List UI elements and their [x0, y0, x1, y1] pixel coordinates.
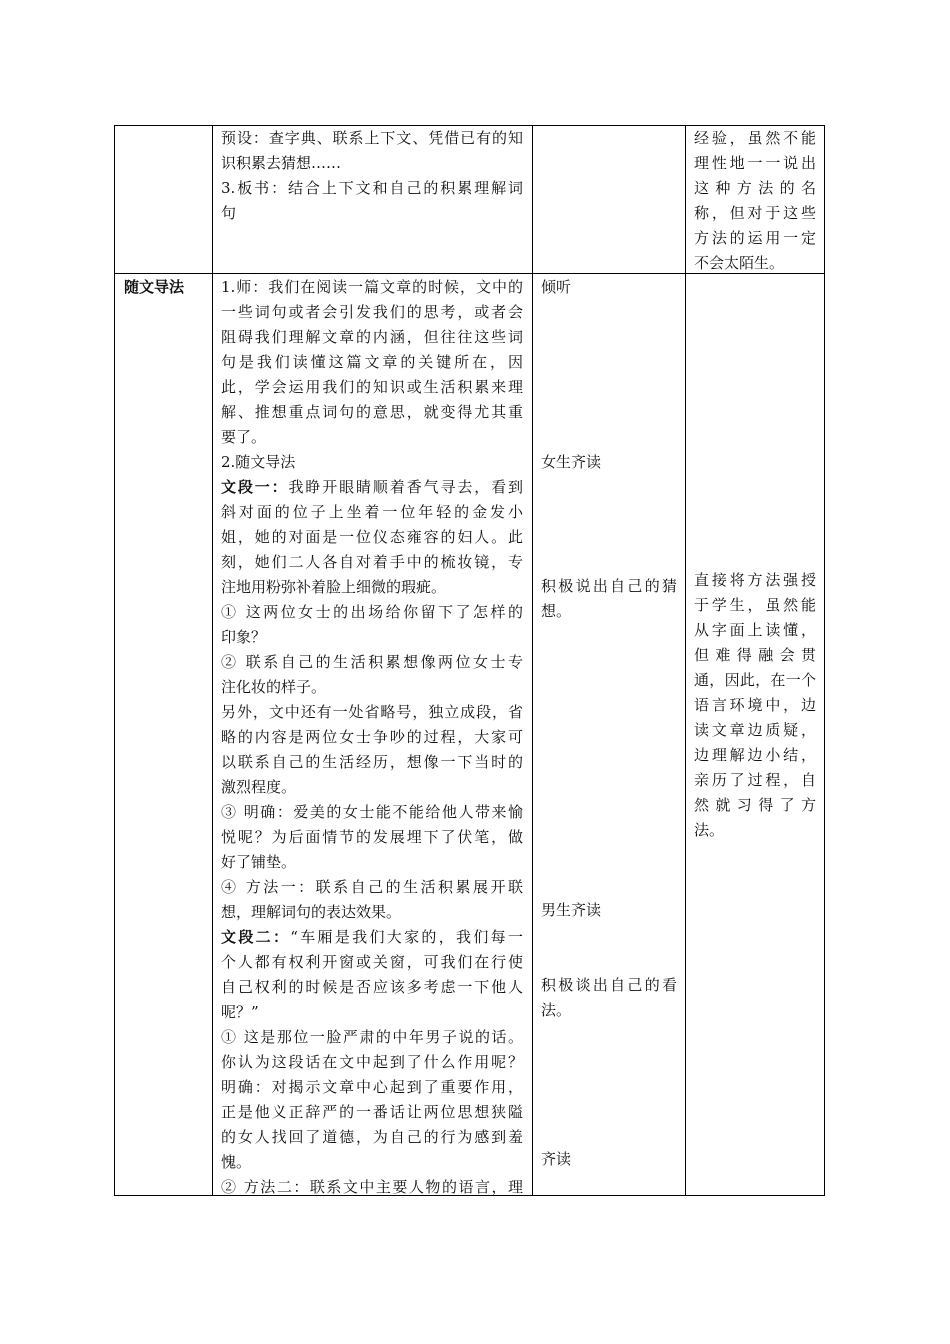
text-line: 此，学会运用我们的知识或生活积累来理 — [221, 378, 523, 396]
text-line: 2.随文导法 — [221, 453, 296, 471]
column-divider-1 — [212, 125, 213, 1195]
text-line: 阻碍我们理解文章的内涵，但往往这些词 — [221, 328, 523, 346]
text-line: ③ 明确：爱美的女士能不能给他人带来愉 — [221, 803, 523, 821]
text-line: 注地用粉弥补着脸上细微的瑕疵。 — [221, 578, 447, 596]
text-line: 以联系自己的生活经历，想像一下当时的 — [221, 753, 523, 771]
text-line: 句 — [221, 204, 237, 222]
text-line: 理性地一一说出 — [694, 154, 816, 172]
text-line: 识积累去猜想…… — [221, 154, 342, 172]
text-line: 方法的运用一定 — [694, 229, 816, 247]
row2-design-note-cell — [694, 568, 816, 843]
text-line: 积极说出自己的猜 — [541, 577, 677, 595]
text-line: 然就习得了方 — [694, 796, 816, 814]
text-line: 刻，她们二人各自对着手中的梳妆镜，专 — [221, 553, 523, 571]
text-line: 读文章边质疑， — [694, 721, 816, 739]
text-line: 直接将方法强授 — [694, 571, 816, 589]
text-line: 边理解边小结， — [694, 746, 816, 764]
row2-content-cell — [221, 275, 523, 1200]
text-line: 文段二：“车厢是我们大家的，我们每一 — [221, 928, 523, 946]
text-line: ② 联系自己的生活积累想像两位女士专 — [221, 653, 523, 671]
text-line: 一些词句或者会引发我们的思考，或者会 — [221, 303, 523, 321]
text-line: 你认为这段话在文中起到了什么作用呢？ — [221, 1053, 523, 1071]
text-line: 好了铺垫。 — [221, 853, 297, 871]
student-activity-listen: 倾听 — [541, 278, 572, 296]
text-line: 这种方法的名 — [694, 179, 816, 197]
text-line: 1.师：我们在阅读一篇文章的时候，文中的 — [221, 278, 523, 296]
column-divider-3 — [685, 125, 686, 1195]
student-activity-boys-read: 男生齐读 — [541, 901, 602, 919]
student-activity-girls-read: 女生齐读 — [541, 453, 602, 471]
text-line: 预设：查字典、联系上下文、凭借已有的知 — [221, 129, 523, 147]
text-line: 明确：对揭示文章中心起到了重要作用， — [221, 1078, 523, 1096]
row1-design-note-cell — [694, 126, 816, 276]
text-line: 通，因此，在一个 — [694, 671, 816, 689]
row1-content-cell — [221, 126, 523, 226]
text-line: 悦呢？为后面情节的发展埋下了伏笔，做 — [221, 828, 523, 846]
text-line: 称，但对于这些 — [694, 204, 816, 222]
text-line: ④ 方法一：联系自己的生活积累展开联 — [221, 878, 523, 896]
text-line: ② 方法二：联系文中主要人物的语言，理 — [221, 1178, 523, 1196]
section-label: 随文导法 — [124, 278, 185, 296]
text-line: 3.板书：结合上下文和自己的积累理解词 — [221, 179, 523, 197]
text-line: 印象？ — [221, 628, 267, 646]
text-line: 正是他义正辞严的一番话让两位思想狭隘 — [221, 1103, 523, 1121]
text-line: 激烈程度。 — [221, 778, 297, 796]
text-line: 注化妆的样子。 — [221, 678, 327, 696]
text-line: 不会太陌生。 — [694, 254, 785, 272]
text-line: 愧。 — [221, 1153, 252, 1171]
table-right-border — [824, 125, 825, 1195]
text-line: ① 这是那位一脸严肃的中年男子说的话。 — [221, 1028, 523, 1046]
text-line: 法。 — [694, 821, 725, 839]
column-divider-2 — [532, 125, 533, 1195]
text-line: 个人都有权利开窗或关窗，可我们在行使 — [221, 953, 523, 971]
text-line: 要了。 — [221, 428, 267, 446]
text-line: 积极谈出自己的看 — [541, 976, 677, 994]
passage-label: 文段二： — [221, 928, 291, 946]
text-line: 斜对面的位子上坐着一位年轻的金发小 — [221, 503, 523, 521]
text-line: 解、推想重点词句的意思，就变得尤其重 — [221, 403, 523, 421]
text-line: 但难得融会贯 — [694, 646, 816, 664]
text-line: 经验，虽然不能 — [694, 129, 816, 147]
text-line: 亲历了过程，自 — [694, 771, 816, 789]
text-line: 呢？” — [221, 1003, 259, 1021]
text-line: 文段一：我睁开眼睛顺着香气寻去，看到 — [221, 478, 523, 496]
student-activity-opinion — [541, 973, 677, 1023]
text-line: 想。 — [541, 602, 572, 620]
text-line: 句是我们读懂这篇文章的关键所在，因 — [221, 353, 523, 371]
text-line: 姐，她的对面是一位仪态雍容的妇人。此 — [221, 528, 523, 546]
text-line: 另外，文中还有一处省略号，独立成段，省 — [221, 703, 523, 721]
text-line: 略的内容是两位女士争吵的过程，大家可 — [221, 728, 523, 746]
table-left-border — [114, 125, 115, 1195]
text-line: 于学生，虽然能 — [694, 596, 816, 614]
text-line: ① 这两位女士的出场给你留下了怎样的 — [221, 603, 523, 621]
passage-label: 文段一： — [221, 478, 289, 496]
text-line: 想，理解词句的表达效果。 — [221, 903, 402, 921]
text-line: 从字面上读懂， — [694, 621, 816, 639]
text-line: 语言环境中，边 — [694, 696, 816, 714]
text-line: 法。 — [541, 1001, 572, 1019]
student-activity-all-read: 齐读 — [541, 1150, 572, 1168]
student-activity-guess — [541, 574, 677, 624]
text-line: 自己权利的时候是否应该多考虑一下他人 — [221, 978, 523, 996]
text-line: 的女人找回了道德，为自己的行为感到羞 — [221, 1128, 523, 1146]
